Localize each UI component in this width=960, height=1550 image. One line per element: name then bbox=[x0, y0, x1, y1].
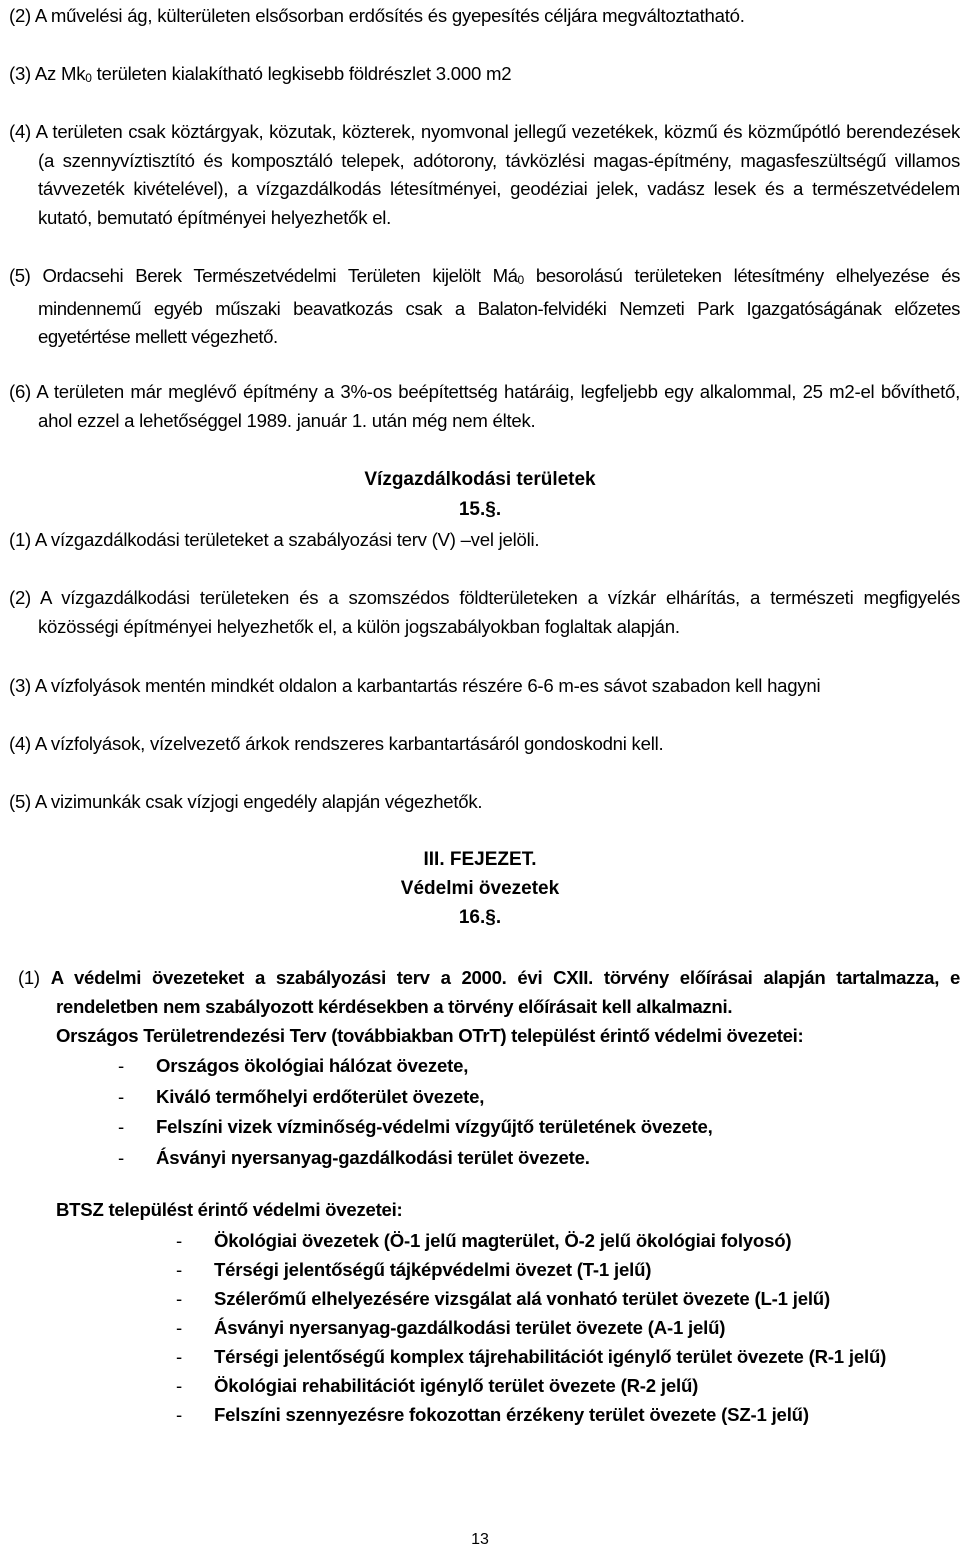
list-item-text: Országos ökológiai hálózat övezete, bbox=[156, 1055, 469, 1076]
water-paragraph-3: (3) A vízfolyások mentén mindkét oldalon a karbantartás részére 6-6 m-es sávot szabadon kell hagyni bbox=[9, 675, 821, 696]
list-dash: - bbox=[176, 1259, 182, 1280]
list-item bbox=[176, 1226, 946, 1255]
list-item bbox=[176, 1342, 946, 1371]
list-item-text: Ásványi nyersanyag-gazdálkodási terület övezete (A-1 jelű) bbox=[214, 1317, 726, 1338]
section-number-15: 15.§. bbox=[458, 499, 502, 520]
list-item-text: Térségi jelentőségű komplex tájrehabilitációt igénylő terület övezete (R-1 jelű) bbox=[214, 1346, 887, 1367]
chapter-subtitle: Védelmi övezetek bbox=[400, 878, 560, 899]
btsz-title: BTSZ települést érintő védelmi övezetei: bbox=[56, 1199, 403, 1220]
otrt-list bbox=[118, 1051, 960, 1173]
list-item bbox=[176, 1400, 946, 1429]
section-number-16: 16.§. bbox=[458, 907, 502, 928]
paragraph-3-subscript: 0 bbox=[85, 71, 92, 85]
protect-paragraph-1 bbox=[18, 964, 960, 1021]
list-item-text: Ökológiai rehabilitációt igénylő terület övezete (R-2 jelű) bbox=[214, 1375, 699, 1396]
paragraph-3-text-b: területen kialakítható legkisebb földrészlet 3.000 m2 bbox=[91, 63, 512, 84]
list-dash: - bbox=[118, 1085, 124, 1107]
paragraph-4: (4) A területen csak köztárgyak, közutak, közterek, nyomvonal jellegű vezetékek, közmű és közműpótló berendezések (a szennyvíztisztító és komposztáló telepek, adótorony, távközlési magas-építmény, magasfeszültségű villamos távvezeték kivételével), a vízgazdálkodás létesítményei, geodéziai jelek, vadász lesek és a természetvédelem kutató, bemutató építményei helyezhetők el. bbox=[9, 121, 960, 228]
page-number: 13 bbox=[471, 1531, 489, 1548]
list-dash: - bbox=[118, 1055, 124, 1076]
water-paragraph-5: (5) A vizimunkák csak vízjogi engedély alapján végezhetők. bbox=[9, 791, 483, 812]
list-dash: - bbox=[176, 1346, 182, 1367]
list-item-text: Szélerőmű elhelyezésére vizsgálat alá vonható terület övezete (L-1 jelű) bbox=[214, 1288, 830, 1309]
otrt-title: Országos Területrendezési Terv (továbbiakban OTrT) települést érintő védelmi övezetei: bbox=[56, 1025, 804, 1046]
list-item bbox=[118, 1051, 960, 1082]
protect-paragraph-1-number: (1) bbox=[18, 967, 51, 988]
list-item-text: Felszíni vizek vízminőség-védelmi vízgyűjtő területének övezete, bbox=[156, 1116, 713, 1137]
paragraph-6: (6) A területen már meglévő építmény a 3%-os beépítettség határáig, legfeljebb egy alkalommal, 25 m2-el bővíthető, ahol ezzel a lehetőséggel 1989. január 1. után még nem éltek. bbox=[9, 381, 960, 431]
list-dash: - bbox=[176, 1404, 182, 1425]
list-item bbox=[176, 1255, 946, 1284]
water-paragraph-1: (1) A vízgazdálkodási területeket a szabályozási terv (V) –vel jelöli. bbox=[9, 529, 540, 550]
list-item-text: Kiváló termőhelyi erdőterület övezete, bbox=[156, 1085, 485, 1107]
water-paragraph-2: (2) A vízgazdálkodási területeken és a szomszédos földterületeken a vízkár elhárítás, a természeti megfigyelés közösségi építményei helyezhetők el, a külön jogszabályokban foglaltak alapján. bbox=[9, 587, 960, 637]
list-item-text: Térségi jelentőségű tájképvédelmi övezet (T-1 jelű) bbox=[214, 1259, 652, 1280]
water-paragraph-4: (4) A vízfolyások, vízelvezető árkok rendszeres karbantartásáról gondoskodni kell. bbox=[9, 733, 664, 754]
paragraph-5 bbox=[9, 262, 960, 352]
list-dash: - bbox=[176, 1230, 182, 1251]
list-dash: - bbox=[176, 1317, 182, 1338]
list-item-text: Ökológiai övezetek (Ö-1 jelű magterület, Ö-2 jelű ökológiai folyosó) bbox=[214, 1230, 792, 1251]
paragraph-3-text-a: (3) Az Mk bbox=[9, 63, 86, 84]
paragraph-5-text-a: (5) Ordacsehi Berek Természetvédelmi Területen kijelölt Má bbox=[9, 265, 518, 286]
paragraph-5-text-b: besorolású területeken létesítmény elhelyezése és mindennemű egyéb műszaki beavatkozás csak a Balaton-felvidéki Nemzeti Park Igazgatóságának előzetes egyetértése mellett végezhető. bbox=[38, 265, 960, 347]
protect-paragraph-1-text: A védelmi övezeteket a szabályozási terv a 2000. évi CXII. törvény előírásai alapján tartalmazza, e rendeletben nem szabályozott kérdésekben a törvény előírásait kell alkalmazni. bbox=[50, 967, 960, 1017]
list-item bbox=[176, 1313, 946, 1342]
paragraph-5-subscript: 0 bbox=[517, 273, 524, 287]
list-item-text: Felszíni szennyezésre fokozottan érzékeny terület övezete (SZ-1 jelű) bbox=[214, 1404, 809, 1425]
list-item bbox=[176, 1284, 946, 1313]
list-item bbox=[176, 1371, 946, 1400]
list-dash: - bbox=[176, 1288, 182, 1309]
chapter-title: III. FEJEZET. bbox=[423, 849, 537, 870]
paragraph-3 bbox=[9, 60, 931, 93]
btsz-list bbox=[176, 1226, 946, 1429]
section-title-water: Vízgazdálkodási területek bbox=[364, 469, 596, 490]
list-item bbox=[118, 1143, 960, 1174]
list-item bbox=[118, 1112, 960, 1143]
list-item bbox=[118, 1082, 960, 1113]
list-dash: - bbox=[118, 1116, 124, 1137]
list-item-text: Ásványi nyersanyag-gazdálkodási terület övezete. bbox=[156, 1146, 590, 1168]
paragraph-2: (2) A művelési ág, külterületen elsősorban erdősítés és gyepesítés céljára megváltoztatható. bbox=[9, 5, 745, 26]
list-dash: - bbox=[118, 1146, 124, 1168]
list-dash: - bbox=[176, 1375, 182, 1396]
